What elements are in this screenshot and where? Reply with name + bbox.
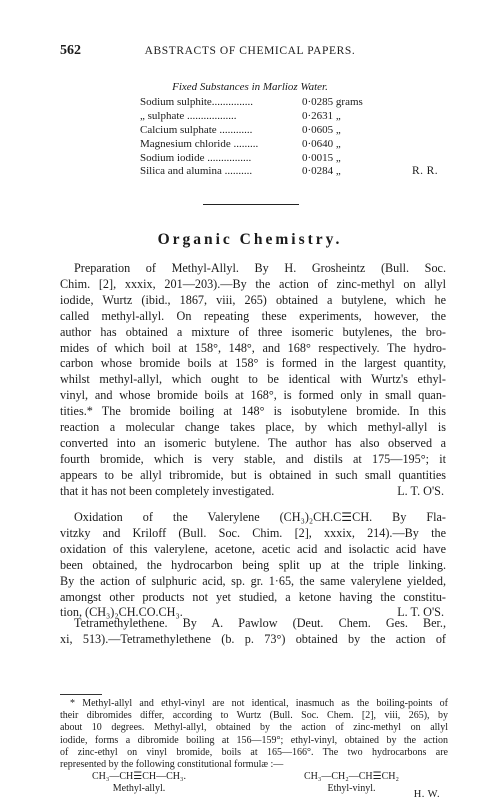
article-line: converted into an isomeric butylene. The author has also observed a [60,435,446,450]
article-line: mides of which boil at 158°, 148°, and 168° respectively. The hydro- [60,340,446,355]
section-divider [203,204,299,205]
formula-structure: CH₃—CH☰CH—CH₃. [92,771,187,782]
author-signature: L. T. O'S. [397,605,444,620]
article-line: Oxidation of the Valerylene (CH₃)₂CH.C☰CH. By Fla- [74,510,446,524]
page-number: 562 [60,43,81,58]
article-methyl-allyl [60,261,446,500]
formula-label: Ethyl-vinyl. [327,783,376,794]
table-row [140,110,380,124]
article-line: xi, 513).—Tetramethylethene (b. p. 73°) obtained by the action of [60,631,446,646]
article-line: reaction a molecular change takes place, by which methyl-allyl is [60,420,446,435]
substance-name: Silica and alumina .......... [140,165,253,178]
formula-label: Methyl-allyl. [112,783,166,794]
substance-value: 0·0640 „ [302,137,341,150]
substance-name: „ sulphate .................. [140,109,237,122]
formula-methyl-allyl [92,771,186,795]
article-line: Preparation of Methyl-Allyl. By H. Grosheintz (Bull. Soc. [74,261,446,275]
footnote-line: iodide, forms a dibromide boiling at 156—159°; ethyl-vinyl, obtained by the action [60,734,448,746]
article-line: vitzky and Kriloff (Bull. Soc. Chim. [2], xxxix, 214).—By the [60,525,446,540]
table-row [140,165,380,179]
substance-value: 0·2631 „ [302,109,341,122]
footnote-line: of zinc-ethyl on vinyl bromide, boils at 165—166°. The two hydrocarbons are [60,746,448,758]
author-signature: L. T. O'S. [397,483,444,498]
article-line: called methyl-allyl. On repeating these experiments, however, the [60,308,446,323]
footnote-signature: H. W. [413,789,440,800]
article-line: By the action of sulphuric acid, sp. gr. 1·65, the same valerylene yielded, [60,573,446,588]
substance-value: 0·0015 „ [302,151,341,164]
table-subheading: Fixed Substances in Marlioz Water. [172,81,328,93]
substance-value: 0·0285 grams [302,96,363,108]
article-line: carbon whose bromide boils at 158° is formed in the largest quantity, [60,356,446,371]
article-line: iodide, Wurtz (ibid., 1867, viii, 265) obtained a butylene, which he [60,292,446,307]
author-signature: R. R. [412,165,438,177]
formula-structure: CH₃—CH₂—CH☰CH₂ [304,771,399,782]
footnote-line: * Methyl-allyl and ethyl-vinyl are not identical, inasmuch as the boiling-points of [70,698,448,709]
article-valerylene [60,510,446,621]
footnote-divider [60,694,102,695]
footnote-line: about 10 degrees. Methyl-allyl, obtained by the action of zinc-methyl on allyl [60,722,448,734]
fixed-substances-table [140,96,380,179]
article-line: tion, (CH₃)₂CH.CO.CH₃. [60,605,183,620]
table-row [140,124,380,138]
article-line: whilst methyl-allyl, which ought to be identical with Wurtz's ethyl- [60,372,446,387]
footnote [60,698,448,771]
article-line: oxidation of this valerylene, acetone, acetic acid and isolactic acid have [60,541,446,556]
article-line: Chim. [2], xxxix, 201—203).—By the action of zinc-methyl on allyl [60,276,446,291]
article-line: author has obtained a mixture of three isomeric butylenes, the bro- [60,324,446,339]
section-heading: Organic Chemistry. [157,231,343,248]
article-line: Tetramethylethene. By A. Pawlow (Deut. Chem. Ges. Ber., [74,616,446,630]
formula-ethyl-vinyl [304,771,399,795]
substance-value: 0·0605 „ [302,123,341,136]
footnote-line: represented by the following constitutional formulæ :— [60,759,284,771]
substance-name: Sodium sulphite............... [140,96,254,108]
substance-name: Magnesium chloride ......... [140,137,259,150]
article-line: that it has not been completely investigated. [60,483,275,498]
journal-title: ABSTRACTS OF CHEMICAL PAPERS. [144,45,356,57]
running-head [60,43,440,61]
substance-name: Calcium sulphate ............ [140,123,253,136]
substance-name: Sodium iodide ................ [140,151,252,164]
article-line: fourth bromide, which is very stable, and distils at 175—195°; it [60,451,446,466]
table-row [140,152,380,166]
substance-value: 0·0284 „ [302,165,341,178]
table-row [140,138,380,152]
article-line: appears to be allyl tribromide, but is obtained in such small quantities [60,467,446,482]
article-line: amongst other products not yet studied, a ketone having the constitu- [60,589,446,604]
article-line: been obtained, the hydrocarbon being split up at the triple linking. [60,557,446,572]
article-line: tities.* The bromide boiling at 148° is isobutylene bromide. In this [60,404,446,419]
article-line: vinyl, and whose bromide boils at 168°, is formed only in small quan- [60,388,446,403]
footnote-line: their dibromides differ, according to Wurtz (Bull. Soc. Chem. [2], viii, 265), by [60,710,448,722]
article-line-last [60,484,446,500]
table-row [140,96,380,110]
article-tetramethylethene [60,616,446,648]
